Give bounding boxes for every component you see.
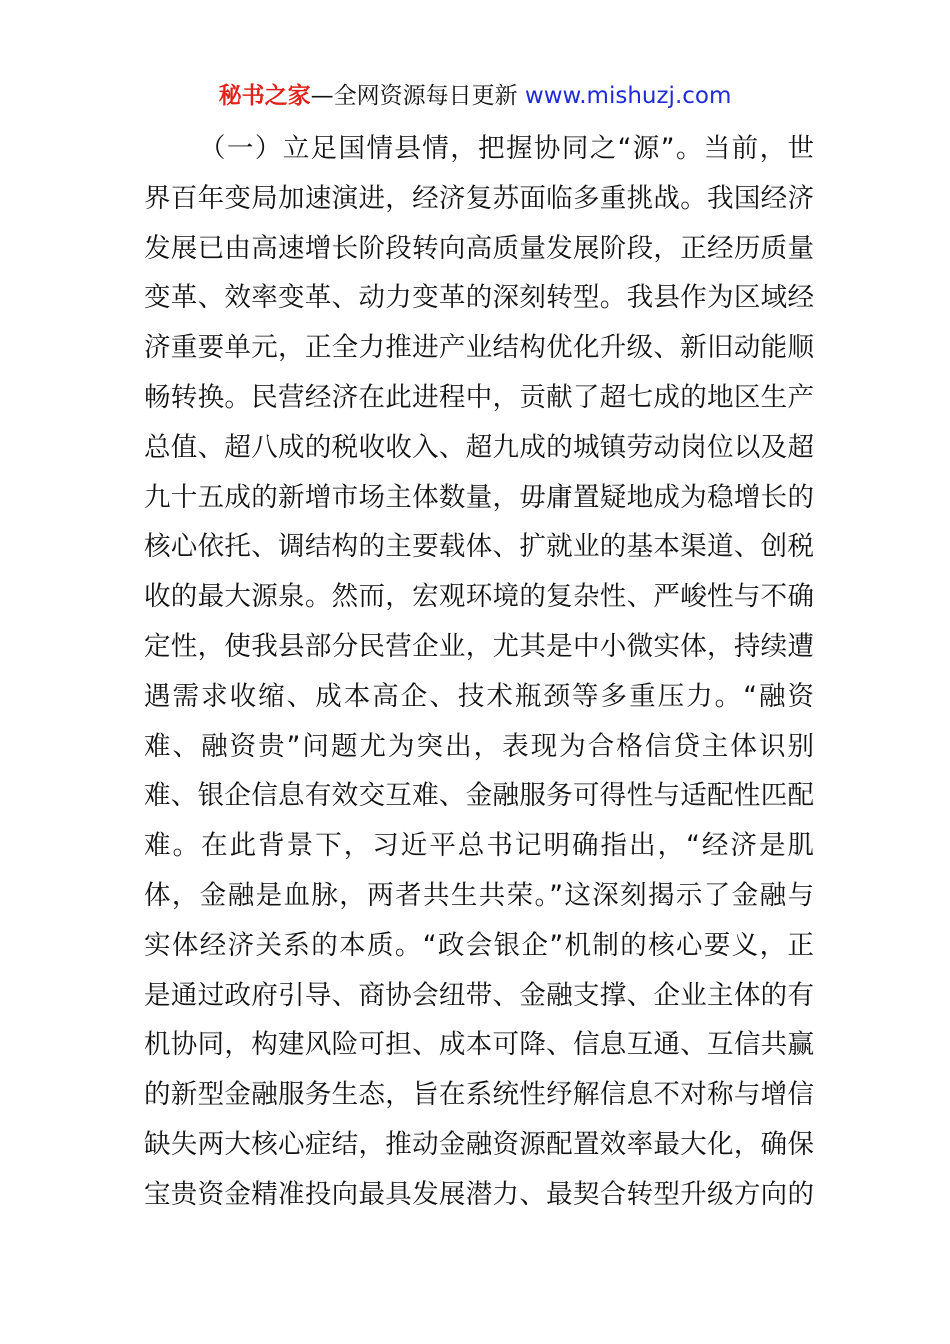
paragraph-line: 难。在此背景下，习近平总书记明确指出，“经济是肌: [144, 830, 814, 862]
paragraph-line: 是通过政府引导、商协会纽带、金融支撑、企业主体的有: [144, 979, 814, 1011]
paragraph-line: 体，金融是血脉，两者共生共荣。”这深刻揭示了金融与: [144, 879, 814, 911]
website-link[interactable]: www.mishuzj.com: [524, 83, 732, 109]
paragraph-line: 机协同，构建风险可担、成本可降、信息互通、互信共赢: [144, 1029, 814, 1061]
paragraph-line: 遇需求收缩、成本高企、技术瓶颈等多重压力。“融资: [144, 680, 814, 712]
paragraph-line: 九十五成的新增市场主体数量，毋庸置疑地成为稳增长的: [144, 481, 814, 513]
paragraph-line: 界百年变局加速演进，经济复苏面临多重挑战。我国经济: [144, 182, 814, 214]
paragraph-line: 发展已由高速增长阶段转向高质量发展阶段，正经历质量: [144, 232, 814, 264]
paragraph-line: 的新型金融服务生态，旨在系统性纾解信息不对称与增信: [144, 1079, 814, 1111]
page-header: [0, 80, 950, 112]
paragraph-line: 畅转换。民营经济在此进程中，贡献了超七成的地区生产: [144, 381, 814, 413]
body-paragraph: [144, 124, 814, 1220]
paragraph-line: 缺失两大核心症结，推动金融资源配置效率最大化，确保: [144, 1128, 814, 1160]
header-tagline: —全网资源每日更新: [310, 83, 525, 109]
paragraph-line: 核心依托、调结构的主要载体、扩就业的基本渠道、创税: [144, 531, 814, 563]
paragraph-line: 济重要单元，正全力推进产业结构优化升级、新旧动能顺: [144, 332, 814, 364]
paragraph-line: （一）立足国情县情，把握协同之“源”。当前，世: [199, 133, 814, 164]
paragraph-line: 总值、超八成的税收收入、超九成的城镇劳动岗位以及超: [144, 431, 814, 463]
paragraph-line: 实体经济关系的本质。“政会银企”机制的核心要义，正: [144, 929, 814, 961]
paragraph-line: 难、融资贵”问题尤为突出，表现为合格信贷主体识别: [144, 730, 814, 762]
paragraph-line: 收的最大源泉。然而，宏观环境的复杂性、严峻性与不确: [144, 581, 814, 613]
paragraph-line: 定性，使我县部分民营企业，尤其是中小微实体，持续遭: [144, 630, 814, 662]
paragraph-line: 难、银企信息有效交互难、金融服务可得性与适配性匹配: [144, 780, 814, 812]
paragraph-line: 宝贵资金精准投向最具发展潜力、最契合转型升级方向的: [144, 1178, 814, 1210]
brand-name: 秘书之家: [218, 83, 311, 109]
paragraph-line: 变革、效率变革、动力变革的深刻转型。我县作为区域经: [144, 282, 814, 314]
